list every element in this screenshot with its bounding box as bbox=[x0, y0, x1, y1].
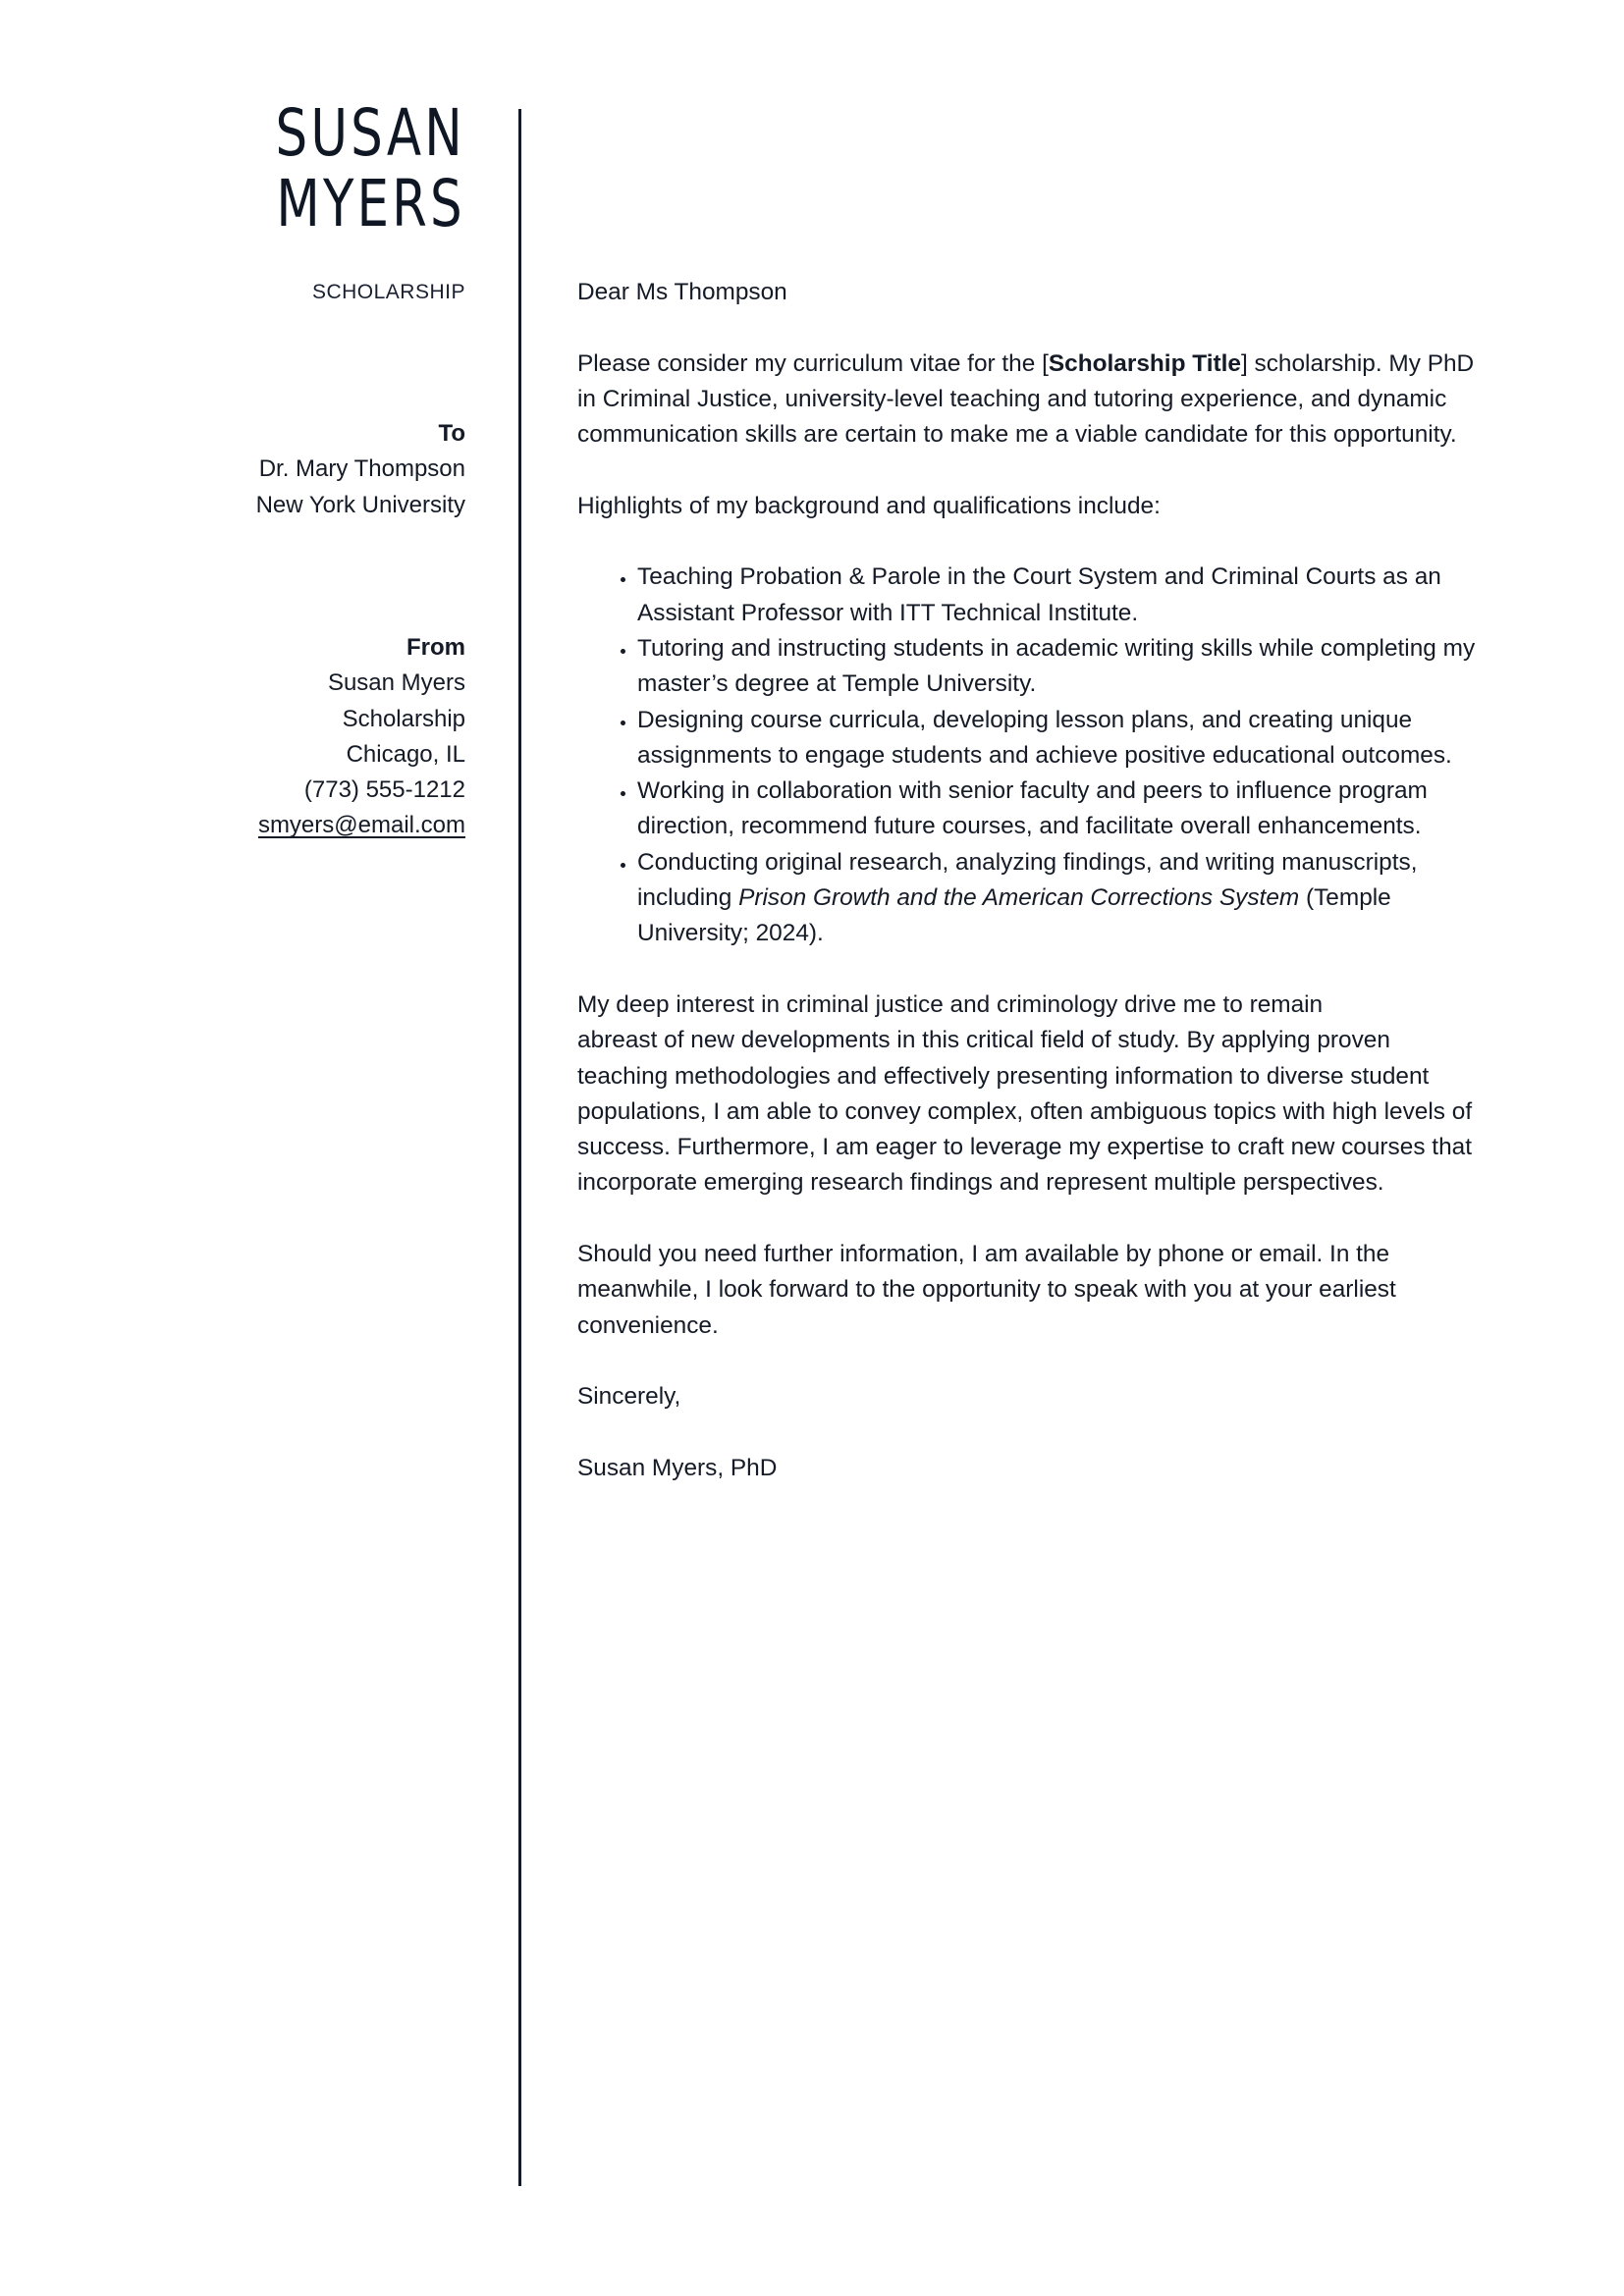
intro-paragraph bbox=[577, 347, 1486, 454]
sender-label: From bbox=[406, 634, 465, 661]
highlight-item: • Designing course curricula, developing lesson plans, and creating unique assignments to engage students and achieve positive educational outcomes. bbox=[637, 703, 1486, 774]
sign-off: Sincerely, bbox=[577, 1383, 681, 1411]
last-name: MYERS bbox=[276, 166, 465, 241]
recipient-block bbox=[256, 416, 465, 523]
sender-title: Scholarship bbox=[342, 705, 465, 732]
highlight-item: • Tutoring and instructing students in academic writing skills while completing my master’s degree at Temple University. bbox=[637, 631, 1486, 703]
recipient-organization: New York University bbox=[255, 491, 465, 518]
highlights-list bbox=[577, 560, 1486, 951]
sender-phone: (773) 555-1212 bbox=[303, 776, 465, 804]
highlight-item: • Teaching Probation & Parole in the Court System and Criminal Courts as an Assistant Professor with ITT Technical Institute. bbox=[637, 560, 1486, 631]
highlight-text-end: (Temple University; 2024). bbox=[637, 884, 1391, 947]
sender-location: Chicago, IL bbox=[346, 740, 465, 768]
interest-line-rest: abreast of new developments in this critical field of study. By applying proven teaching methodologies and effectively presenting information to diverse student populations, I am able to convey complex, often ambiguous topics with high levels of success. Furthermore, I am eager to leverage my expertise to craft new courses that incorporate emerging research findings and represent multiple perspectives. bbox=[577, 1027, 1473, 1197]
closing-paragraph: Should you need further information, I am available by phone or email. In the meanwhile, I look forward to the opportunity to speak with you at your earliest convenience. bbox=[577, 1241, 1396, 1339]
recipient-label: To bbox=[438, 420, 465, 447]
applicant-subtitle: SCHOLARSHIP bbox=[311, 281, 465, 303]
sender-name: Susan Myers bbox=[327, 669, 465, 697]
vertical-divider bbox=[518, 109, 521, 2186]
letter-body bbox=[577, 275, 1486, 1522]
publication-title: Prison Growth and the American Corrections System bbox=[738, 884, 1300, 912]
sender-block bbox=[258, 630, 465, 844]
interest-line-1: My deep interest in criminal justice and criminology drive me to remain bbox=[577, 990, 1324, 1018]
highlight-item bbox=[637, 845, 1486, 952]
sender-email-link[interactable]: smyers@email.com bbox=[257, 812, 465, 839]
salutation: Dear Ms Thompson bbox=[577, 279, 787, 305]
applicant-name bbox=[275, 95, 465, 241]
intro-text-start: Please consider my curriculum vitae for the [ bbox=[577, 349, 1049, 377]
intro-text-end: ] scholarship. My PhD in Criminal Justice, university-level teaching and tutoring experience, and dynamic communication skills are certain to make me a viable candidate for this opportunity. bbox=[577, 349, 1475, 449]
highlight-text-start: Conducting original research, analyzing findings, and writing manuscripts, including bbox=[637, 848, 1418, 912]
scholarship-title-placeholder: Scholarship Title bbox=[1048, 349, 1241, 377]
interest-paragraph bbox=[577, 988, 1486, 1201]
highlight-item: • Working in collaboration with senior faculty and peers to influence program direction, recommend future courses, and facilitate overall enhancements. bbox=[637, 774, 1486, 845]
highlights-intro: Highlights of my background and qualifications include: bbox=[577, 492, 1161, 519]
recipient-name: Dr. Mary Thompson bbox=[258, 455, 465, 483]
signature: Susan Myers, PhD bbox=[577, 1454, 778, 1481]
first-name: SUSAN bbox=[275, 95, 465, 171]
